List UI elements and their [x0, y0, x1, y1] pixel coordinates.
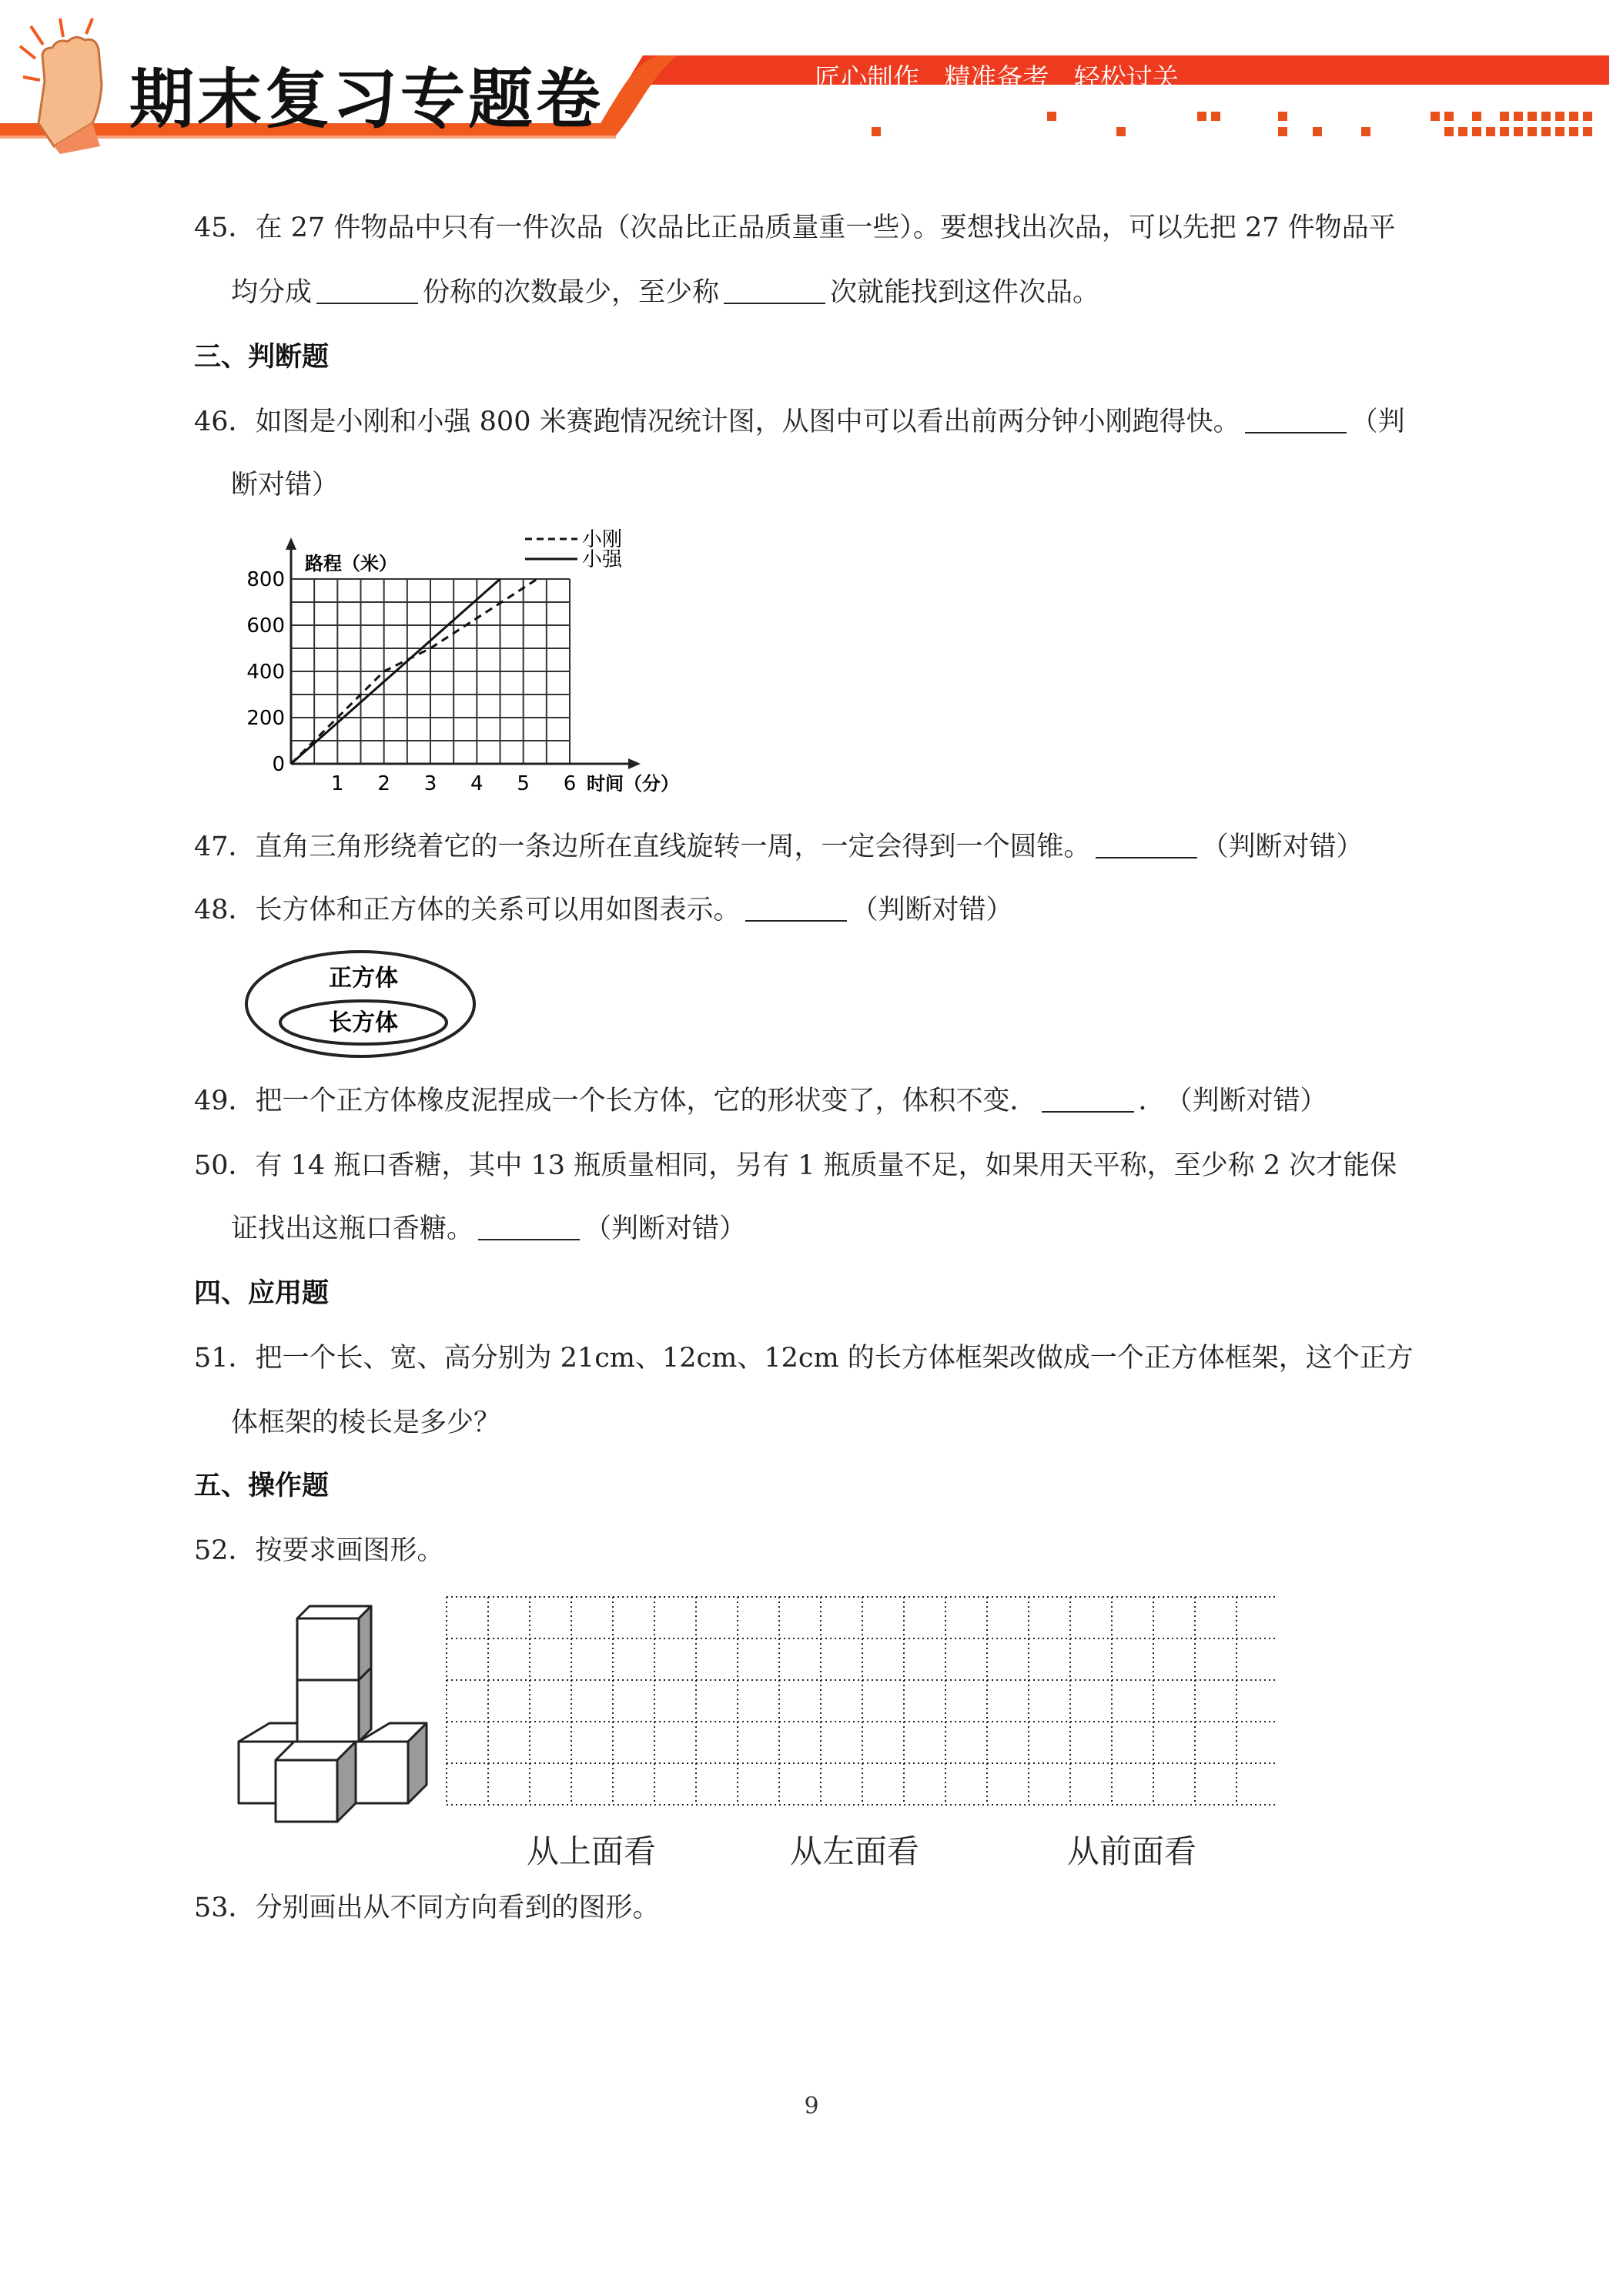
inner-label: 长方体: [329, 1009, 398, 1036]
race-line-chart: [231, 516, 708, 801]
section-heading-4: 四、应用题: [194, 1278, 330, 1309]
q50-text: 证找出这瓶口香糖。: [231, 1213, 474, 1244]
chart-legend: [525, 528, 623, 571]
q50-tail: （判断对错）: [584, 1213, 747, 1244]
q48: [194, 893, 1013, 927]
q48-tail: （判断对错）: [851, 895, 1013, 925]
q46-tail: （判: [1350, 407, 1405, 437]
x-tick-label: 4: [470, 772, 484, 795]
legend-label: 小刚: [582, 528, 623, 551]
x-tick-label: 6: [563, 772, 577, 795]
page-number: 9: [804, 2093, 819, 2120]
x-axis-arrow: [628, 758, 641, 769]
q46-text: 46．如图是小刚和小强 800 米赛跑情况统计图，从图中可以看出前两分钟小刚跑得快。: [194, 407, 1240, 437]
q45-text-c: 次就能找到这件次品。: [830, 277, 1100, 308]
q50-line1: 50．有 14 瓶口香糖，其中 13 瓶质量相同，另有 1 瓶质量不足，如果用天平称，至少称 2 次才能保: [194, 1150, 1397, 1181]
outer-label: 正方体: [329, 965, 398, 992]
y-tick-label: 800: [246, 568, 285, 591]
chart-tick-labels: [246, 553, 679, 795]
y-tick-label: 200: [246, 707, 285, 730]
drawing-grid[interactable]: [443, 1592, 1275, 1816]
chart-grid: [291, 579, 570, 764]
q49-blank[interactable]: [1042, 1088, 1134, 1113]
venn-diagram: [239, 946, 485, 1061]
section-heading-3: 三、判断题: [194, 342, 330, 373]
q45-line1: 45．在 27 件物品中只有一件次品（次品比正品质量重一些）。要想找出次品，可以先把 27 件物品平: [194, 213, 1396, 243]
q48-blank[interactable]: [745, 897, 847, 922]
q45-line2: [231, 276, 1099, 310]
y-tick-label: 400: [246, 661, 285, 684]
q51-line2: 体框架的棱长是多少？: [231, 1407, 501, 1438]
decorative-dots: [872, 112, 1592, 136]
q45-blank-2[interactable]: [724, 279, 825, 304]
q45-text-a: 均分成: [231, 277, 313, 308]
x-tick-label: 2: [377, 772, 390, 795]
header-slogan: 匠心制作 精准备考 轻松过关: [815, 63, 1179, 94]
q50-line2: [231, 1212, 746, 1246]
y-tick-label: 0: [272, 753, 285, 776]
x-tick-label: 5: [517, 772, 530, 795]
y-axis-arrow: [286, 537, 296, 550]
x-tick-label: 3: [423, 772, 437, 795]
q50-blank[interactable]: [478, 1216, 580, 1240]
q49-tail: ． （判断对错）: [1138, 1086, 1327, 1116]
q47-tail: （判断对错）: [1201, 832, 1364, 862]
q47-text: 47．直角三角形绕着它的一条边所在直线旋转一周，一定会得到一个圆锥。: [194, 832, 1091, 862]
section-heading-5: 五、操作题: [194, 1471, 330, 1501]
q45-blank-1[interactable]: [316, 279, 418, 304]
view-label-front: 从前面看: [1067, 1832, 1197, 1870]
view-label-top: 从上面看: [527, 1832, 657, 1870]
header-title: 期末复习专题卷: [129, 62, 604, 137]
x-tick-label: 1: [331, 772, 344, 795]
q52-text: 52．按要求画图形。: [194, 1535, 444, 1566]
q47: [194, 830, 1364, 864]
q49: [194, 1084, 1327, 1118]
page-header: [0, 0, 1623, 154]
q49-text: 49．把一个正方体橡皮泥捏成一个长方体，它的形状变了，体积不变．: [194, 1086, 1037, 1116]
q45-text-b: 份称的次数最少，至少称: [423, 277, 720, 308]
q46-blank[interactable]: [1245, 409, 1347, 433]
view-label-left: 从左面看: [790, 1832, 920, 1870]
cube-stack-figure: [236, 1600, 436, 1823]
y-tick-label: 600: [246, 614, 285, 638]
y-axis-label: 路程（米）: [305, 553, 397, 574]
q51-line1: 51．把一个长、宽、高分别为 21cm、12cm、12cm 的长方体框架改做成一个正方体框架，这个正方: [194, 1343, 1414, 1374]
q53-text: 53．分别画出从不同方向看到的图形。: [194, 1893, 660, 1923]
q46-line1: [194, 405, 1405, 439]
legend-label: 小强: [582, 548, 623, 571]
q48-text: 48．长方体和正方体的关系可以用如图表示。: [194, 895, 741, 925]
q46-line2: 断对错）: [231, 470, 340, 500]
x-axis-label: 时间（分）: [587, 773, 679, 795]
q47-blank[interactable]: [1096, 834, 1197, 858]
